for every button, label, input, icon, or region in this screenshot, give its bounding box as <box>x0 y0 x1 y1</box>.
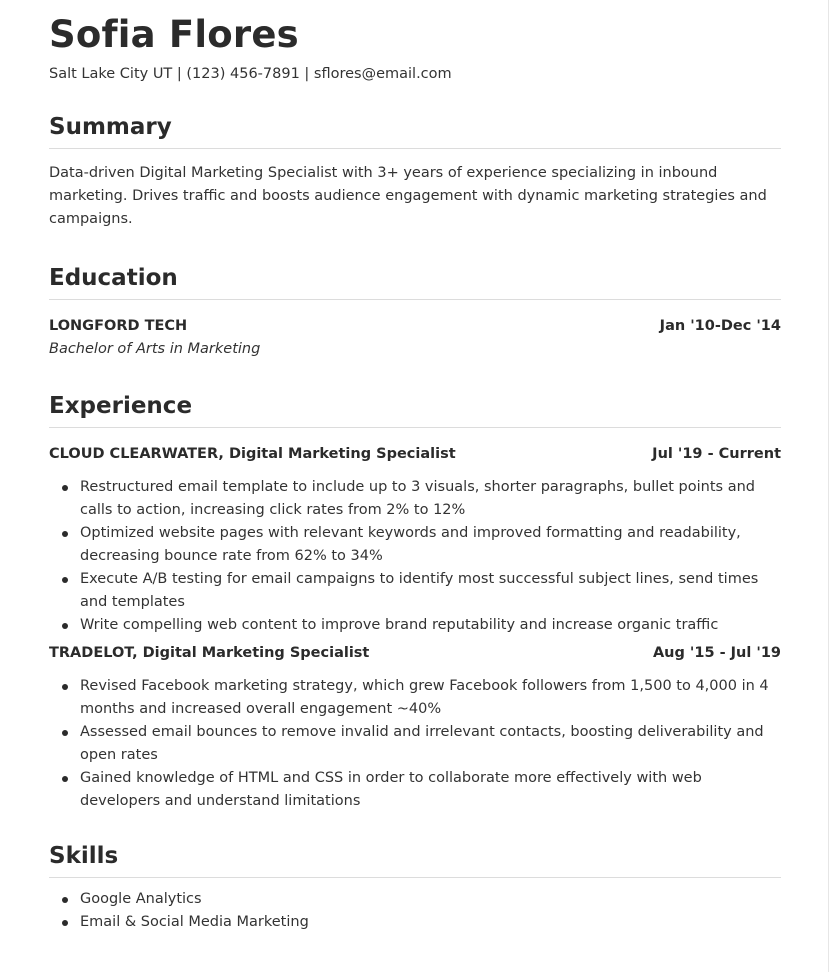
candidate-name: Sofia Flores <box>49 13 299 56</box>
bullet-dot-icon <box>62 684 68 690</box>
job-bullet-text: Optimized website pages with relevant keywords and improved formatting and readability, decreasing bounce rate from 62% to 34% <box>80 525 741 564</box>
bullet-dot-icon <box>62 623 68 629</box>
job-bullet <box>49 476 781 522</box>
skills-heading: Skills <box>49 841 781 878</box>
job-bullet-text: Gained knowledge of HTML and CSS in order to collaborate more effectively with web developers and understand limitations <box>80 770 702 809</box>
job-bullet <box>49 522 781 568</box>
bullet-dot-icon <box>62 920 68 926</box>
bullet-dot-icon <box>62 577 68 583</box>
resume-content <box>49 12 781 934</box>
experience-heading: Experience <box>49 391 781 428</box>
job-bullet-text: Assessed email bounces to remove invalid and irrelevant contacts, boosting deliverability and open rates <box>80 724 764 763</box>
job-bullet-text: Execute A/B testing for email campaigns to identify most successful subject lines, send times and templates <box>80 571 759 610</box>
job-bullet <box>49 721 781 767</box>
skill-text: Google Analytics <box>80 891 202 907</box>
bullet-dot-icon <box>62 730 68 736</box>
job-title: CLOUD CLEARWATER, Digital Marketing Specialist <box>49 446 456 462</box>
job-bullet <box>49 568 781 614</box>
job-header <box>49 642 781 665</box>
job-dates: Jul '19 - Current <box>652 446 781 462</box>
education-school: LONGFORD TECH <box>49 318 188 334</box>
bullet-dot-icon <box>62 897 68 903</box>
bullet-dot-icon <box>62 531 68 537</box>
bullet-dot-icon <box>62 776 68 782</box>
job-bullet-list <box>49 476 781 637</box>
skill-text: Email & Social Media Marketing <box>80 914 309 930</box>
summary-text: Data-driven Digital Marketing Specialist with 3+ years of experience specializing in inbound marketing. Drives traffic and boosts audience engagement with dynamic marketing strategies and campaigns. <box>49 165 767 227</box>
job-title: TRADELOT, Digital Marketing Specialist <box>49 645 370 661</box>
education-dates: Jan '10-Dec '14 <box>659 318 781 334</box>
job-bullet <box>49 767 781 813</box>
skill-item <box>49 911 781 934</box>
summary-heading: Summary <box>49 112 781 149</box>
skill-item <box>49 888 781 911</box>
job-bullet-text: Write compelling web content to improve brand reputability and increase organic traffic <box>80 617 719 633</box>
education-heading: Education <box>49 263 781 300</box>
job-bullet-list <box>49 675 781 813</box>
job-bullet <box>49 614 781 637</box>
bullet-dot-icon <box>62 485 68 491</box>
job-dates: Aug '15 - Jul '19 <box>652 645 781 661</box>
education-degree: Bachelor of Arts in Marketing <box>49 341 261 357</box>
job-bullet-text: Revised Facebook marketing strategy, which grew Facebook followers from 1,500 to 4,000 in 4 months and increased overall engagement ~40% <box>80 678 769 717</box>
education-row <box>49 315 781 338</box>
contact-line: Salt Lake City UT | (123) 456-7891 | sflores@email.com <box>49 66 452 82</box>
skills-list <box>49 888 781 934</box>
job-bullet-text: Restructured email template to include up to 3 visuals, shorter paragraphs, bullet points and calls to action, increasing click rates from 2% to 12% <box>80 479 755 518</box>
job-bullet <box>49 675 781 721</box>
job-header <box>49 443 781 466</box>
